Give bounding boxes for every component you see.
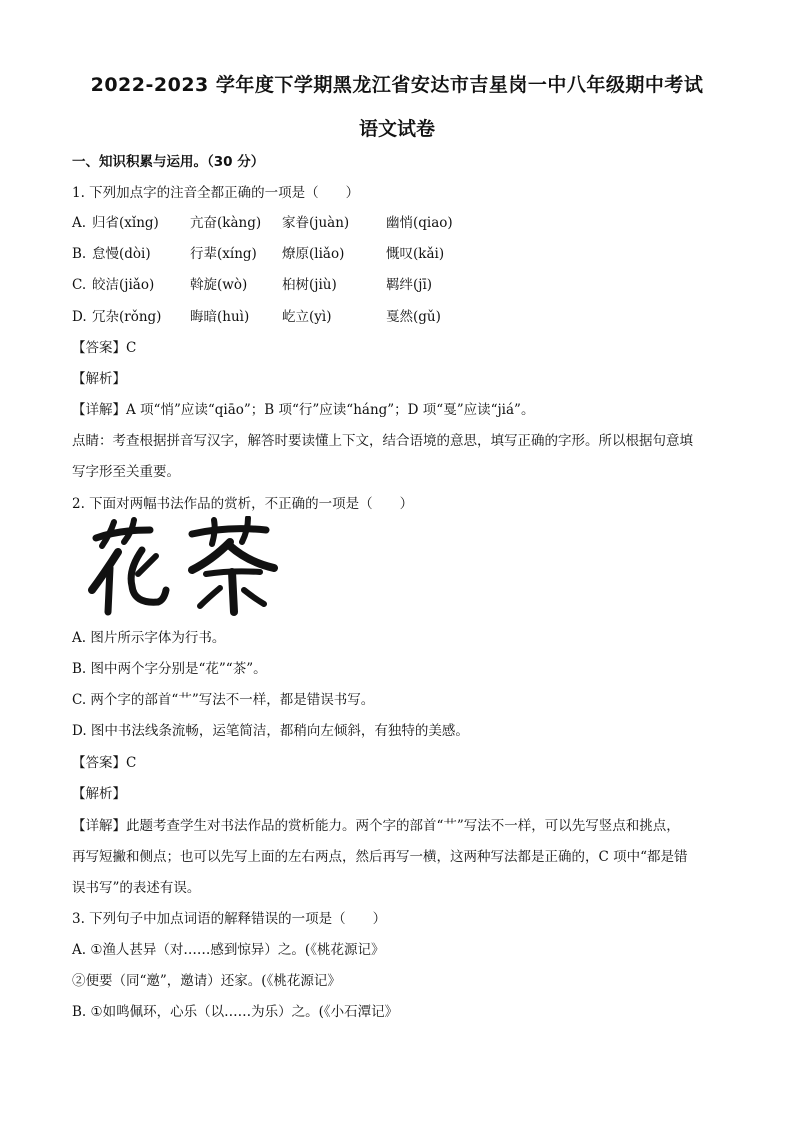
q1-option-label: A. — [72, 215, 87, 231]
q1-answer — [72, 338, 136, 358]
q2-detail-line: 再写短撇和侧点；也可以先写上面的左右两点，然后再写一横，这两种写法都是正确的，C 项中“都是错 — [72, 849, 688, 865]
calligraphy-cha-char — [192, 518, 274, 612]
q2-option: A. 图片所示字体为行书。 — [72, 630, 226, 646]
q1-option-item: 幽悄(qiao) — [386, 215, 453, 231]
q2-option: D. 图中书法线条流畅，运笔简洁，都稍向左倾斜，有独特的美感。 — [72, 723, 469, 739]
exam-title: 2022-2023 学年度下学期黑龙江省安达市吉星岗一中八年级期中考试 — [90, 74, 704, 96]
answer-value: C — [126, 340, 137, 356]
q1-option-item: 家眷(juàn) — [282, 215, 350, 231]
q1-option-item: 慨叹(kǎi) — [386, 246, 445, 262]
q1-option-item: 燎原(liǎo) — [282, 246, 345, 262]
q1-option-item: 屹立(yì) — [282, 309, 332, 325]
q1-option-item: 斡旋(wò) — [190, 277, 248, 293]
q1-note-line: 点睛：考查根据拼音写汉字，解答时要读懂上下文，结合语境的意思，填写正确的字形。所以根据句意填 — [72, 433, 693, 449]
detail-text: 此题考查学生对书法作品的赏析能力。两个字的部首“艹”写法不一样，可以先写竖点和挑点， — [126, 818, 680, 834]
q2-answer — [72, 753, 136, 773]
q1-analysis-tag: 【解析】 — [72, 371, 126, 387]
q1-option-item: 怠慢(dòi) — [92, 246, 151, 262]
q1-option-label: B. — [72, 246, 87, 262]
section-heading: 一、知识积累与运用。（30 分） — [72, 154, 265, 170]
answer-tag: 【答案】 — [72, 755, 126, 771]
q2-detail — [72, 816, 680, 836]
q3-line: ②便要（同“邀”，邀请）还家。(《桃花源记》 — [72, 973, 341, 989]
q1-option-item: 桕树(jiù) — [282, 277, 337, 293]
detail-text: A 项“悄”应读“qiāo”；B 项“行”应读“háng”；D 项“戛”应读“jiá”。 — [126, 402, 535, 418]
detail-tag: 【详解】 — [72, 402, 126, 418]
calligraphy-hua-char — [92, 520, 166, 612]
q2-analysis-tag: 【解析】 — [72, 786, 126, 802]
answer-value: C — [126, 755, 137, 771]
q2-detail-line: 误书写”的表述有误。 — [72, 880, 201, 896]
q3-line: A. ①渔人甚异（对……感到惊异）之。(《桃花源记》 — [72, 942, 385, 958]
detail-tag: 【详解】 — [72, 818, 126, 834]
q1-option-item: 羁绊(jī) — [386, 277, 433, 293]
calligraphy-image — [88, 516, 288, 620]
q1-option-label: D. — [72, 309, 87, 325]
q1-option-item: 皎洁(jiǎo) — [92, 277, 155, 293]
q1-option-item: 行辈(xíng) — [190, 246, 257, 262]
answer-tag: 【答案】 — [72, 340, 126, 356]
q1-option-item: 戛然(gǔ) — [386, 309, 441, 325]
exam-subtitle: 语文试卷 — [358, 118, 435, 140]
q3-stem: 3. 下列句子中加点词语的解释错误的一项是（ ） — [72, 911, 387, 927]
q2-stem: 2. 下面对两幅书法作品的赏析，不正确的一项是（ ） — [72, 496, 414, 512]
q1-stem: 1. 下列加点字的注音全都正确的一项是（ ） — [72, 185, 360, 201]
q1-option-item: 晦暗(huì) — [190, 309, 250, 325]
q2-option: C. 两个字的部首“艹”写法不一样，都是错误书写。 — [72, 692, 375, 708]
q1-detail — [72, 400, 534, 420]
q1-option-label: C. — [72, 277, 87, 293]
q2-option: B. 图中两个字分别是“花”“茶”。 — [72, 661, 267, 677]
q1-option-item: 归省(xǐng) — [92, 215, 159, 231]
q1-note-line: 写字形至关重要。 — [72, 464, 180, 480]
q1-option-item: 冗杂(rǒng) — [92, 309, 162, 325]
q1-option-item: 亢奋(kàng) — [190, 215, 262, 231]
q3-line: B. ①如鸣佩环，心乐（以……为乐）之。(《小石潭记》 — [72, 1004, 399, 1020]
